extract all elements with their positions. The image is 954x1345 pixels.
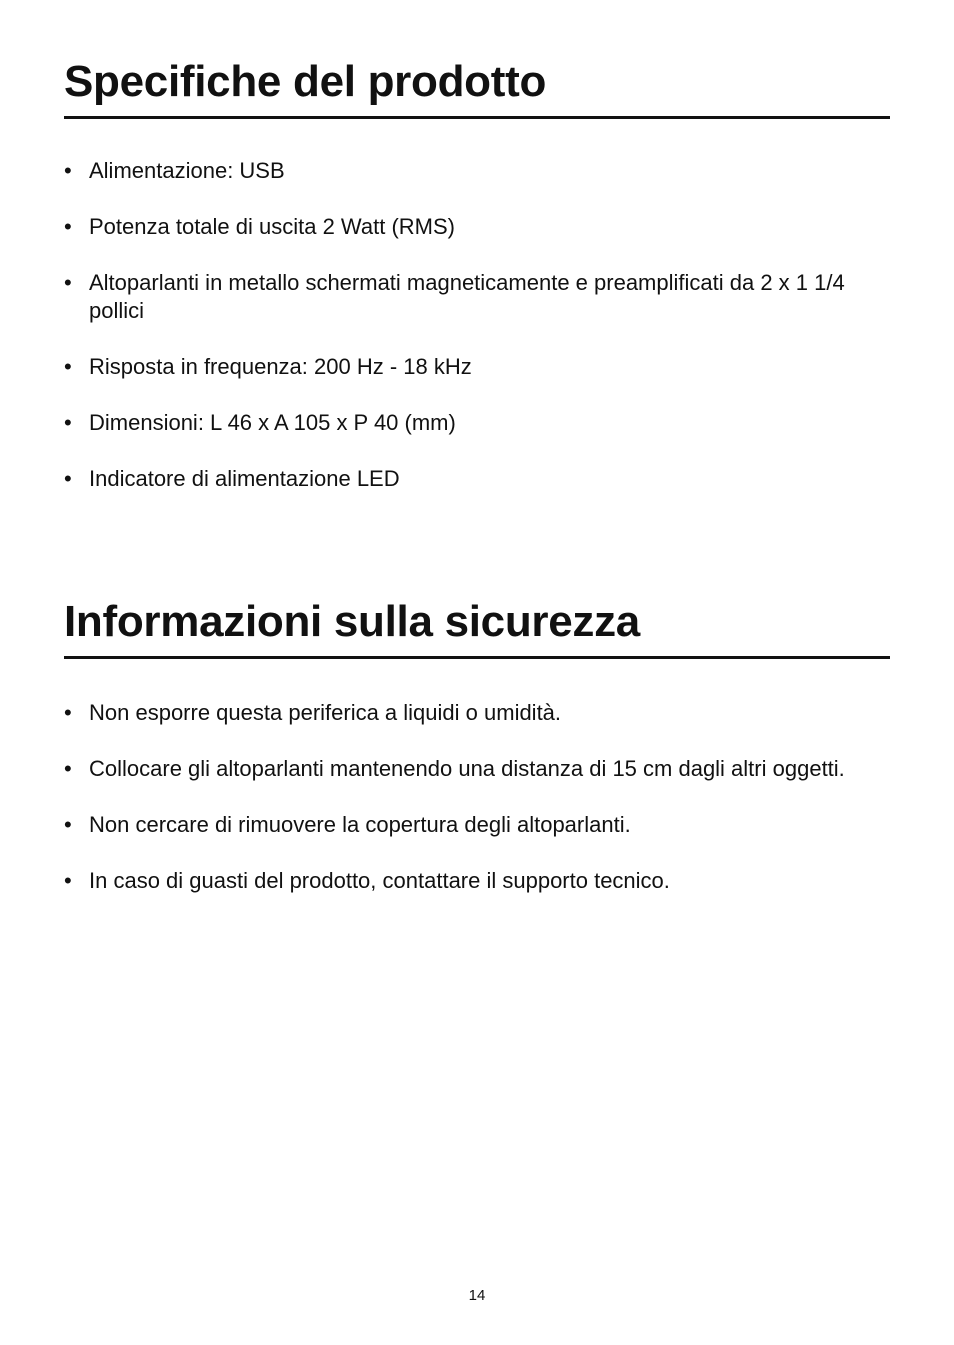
list-item bbox=[64, 269, 890, 325]
list-item-text: Dimensioni: L 46 x A 105 x P 40 (mm) bbox=[89, 410, 456, 435]
list-item-text: Non cercare di rimuovere la copertura degli altoparlanti. bbox=[89, 812, 631, 837]
bullet-icon: • bbox=[64, 700, 72, 725]
list-item-text: Alimentazione: USB bbox=[89, 158, 285, 183]
bullet-icon: • bbox=[64, 868, 72, 893]
list-item bbox=[64, 867, 890, 895]
bullet-icon: • bbox=[64, 756, 72, 781]
list-item bbox=[64, 699, 890, 727]
safety-info-section bbox=[64, 592, 890, 923]
list-item-text: Risposta in frequenza: 200 Hz - 18 kHz bbox=[89, 354, 472, 379]
bullet-icon: • bbox=[64, 354, 72, 379]
bullet-icon: • bbox=[64, 812, 72, 837]
product-specs-section bbox=[64, 52, 890, 521]
list-item-text: Altoparlanti in metallo schermati magneticamente e preamplificati da 2 x 1 1/4 pollici bbox=[89, 270, 845, 323]
bullet-icon: • bbox=[64, 410, 72, 435]
list-item bbox=[64, 409, 890, 437]
product-specs-heading: Specifiche del prodotto bbox=[64, 52, 890, 119]
list-item-text: In caso di guasti del prodotto, contattare il supporto tecnico. bbox=[89, 868, 670, 893]
bullet-icon: • bbox=[64, 466, 72, 491]
list-item-text: Collocare gli altoparlanti mantenendo una distanza di 15 cm dagli altri oggetti. bbox=[89, 756, 845, 781]
list-item bbox=[64, 213, 890, 241]
list-item-text: Potenza totale di uscita 2 Watt (RMS) bbox=[89, 214, 455, 239]
bullet-icon: • bbox=[64, 158, 72, 183]
product-specs-list bbox=[64, 157, 890, 493]
list-item-text: Indicatore di alimentazione LED bbox=[89, 466, 400, 491]
list-item bbox=[64, 465, 890, 493]
list-item bbox=[64, 157, 890, 185]
list-item-text: Non esporre questa periferica a liquidi o umidità. bbox=[89, 700, 562, 725]
safety-info-list bbox=[64, 699, 890, 895]
list-item bbox=[64, 353, 890, 381]
list-item bbox=[64, 755, 890, 783]
bullet-icon: • bbox=[64, 214, 72, 239]
page-number: 14 bbox=[468, 1287, 486, 1304]
list-item bbox=[64, 811, 890, 839]
bullet-icon: • bbox=[64, 270, 72, 295]
safety-info-heading: Informazioni sulla sicurezza bbox=[64, 592, 890, 659]
